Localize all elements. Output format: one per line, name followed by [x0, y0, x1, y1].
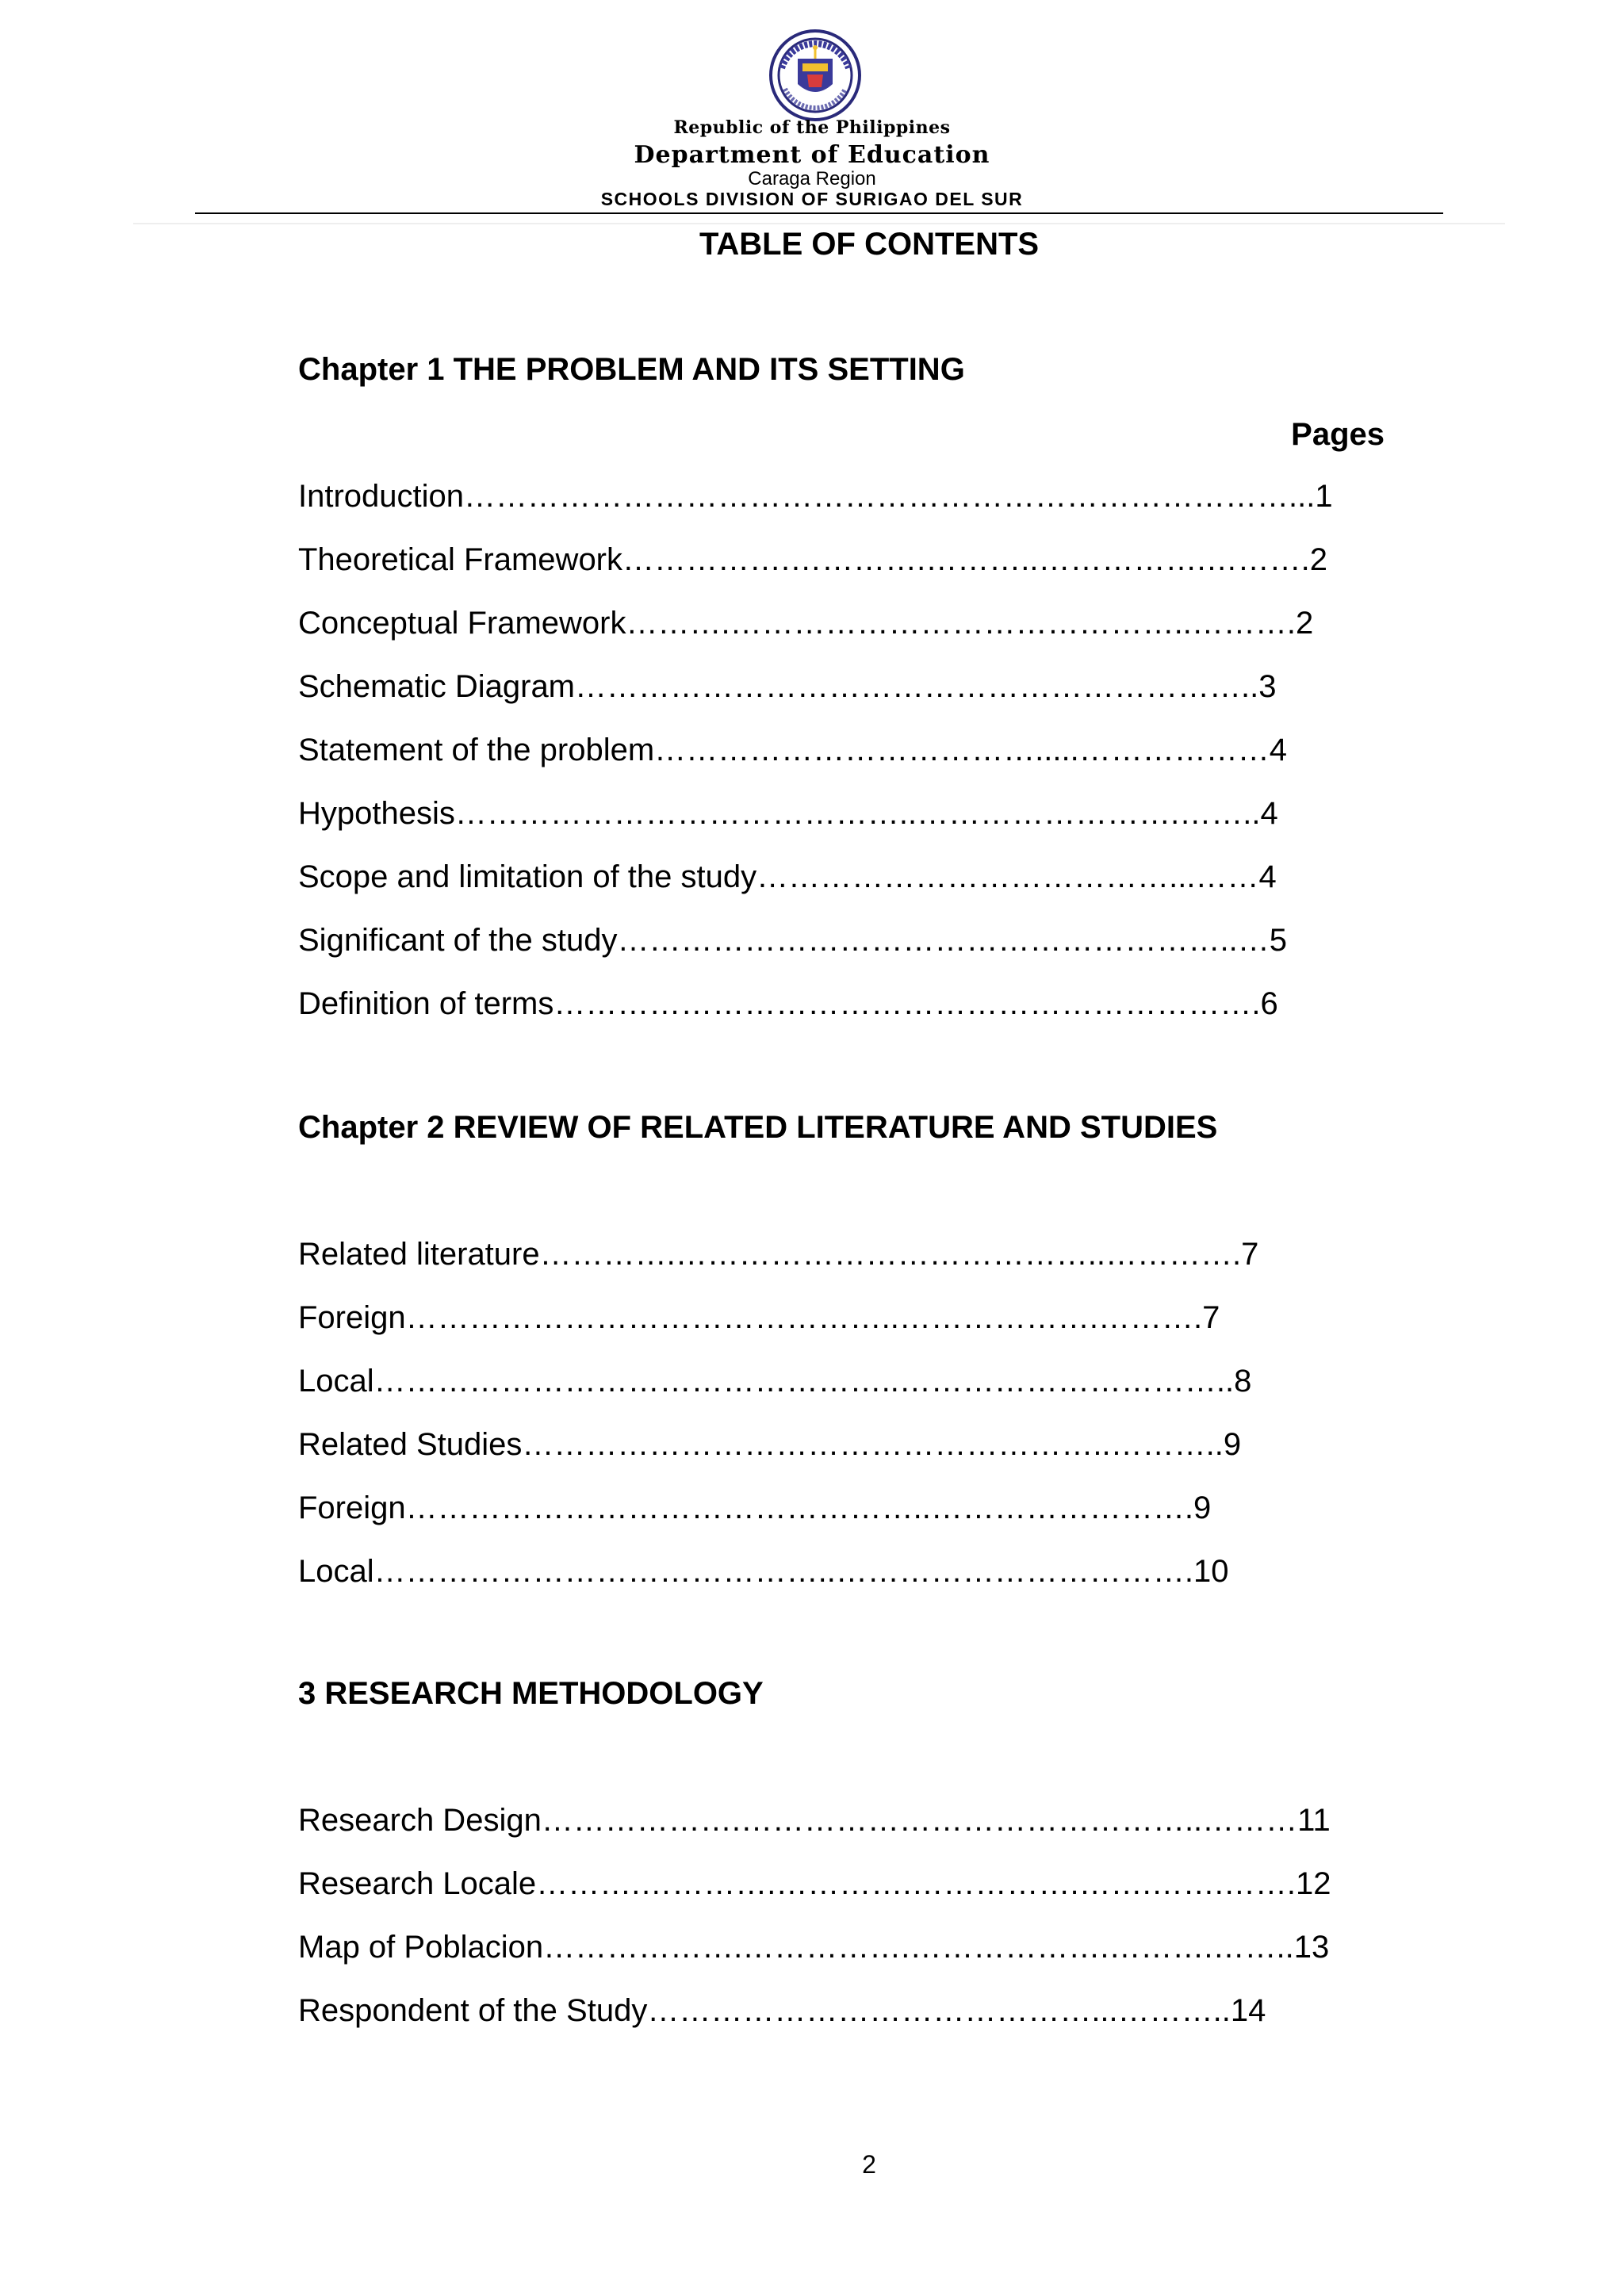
entry-label: Map of Poblacion — [298, 1930, 544, 1965]
page-title: TABLE OF CONTENTS — [699, 227, 1040, 262]
entry-leader: …………….………….………..…………….………. — [622, 542, 1310, 577]
entry-leader: ……………………………………………………….. — [575, 669, 1259, 704]
entry-page: 8 — [1234, 1364, 1252, 1399]
entry-label: Hypothesis — [298, 796, 455, 831]
deped-seal-logo — [744, 29, 887, 122]
entry-label: Research Locale — [298, 1866, 537, 1901]
entry-label: Foreign — [298, 1300, 406, 1335]
toc-entry — [298, 606, 1313, 641]
entry-leader: ………….…………………………………..…………. — [539, 1237, 1242, 1272]
pages-column-label: Pages — [1291, 417, 1385, 452]
toc-entry — [298, 1993, 1266, 2029]
entry-leader: …………………………………………..……………………. — [405, 1490, 1193, 1525]
toc-entry — [298, 796, 1278, 832]
entry-leader: ……….……………………………………..………. — [626, 606, 1296, 641]
toc-entry — [298, 1554, 1228, 1590]
entry-label: Respondent of the Study — [298, 1993, 648, 2028]
toc-entry — [298, 1803, 1331, 1839]
division-line: SCHOOLS DIVISION OF SURIGAO DEL SUR — [600, 189, 1024, 209]
region-line: Caraga Region — [748, 168, 876, 189]
toc-entry — [298, 1866, 1331, 1902]
entry-page: 14 — [1230, 1993, 1266, 2028]
entry-label: Scope and limitation of the study — [298, 859, 757, 894]
entry-leader: ……………………………………………………………………... — [464, 479, 1316, 514]
entry-page: 10 — [1193, 1554, 1229, 1589]
header-rule — [195, 212, 1443, 214]
entry-leader: ……………………………………..…………………….…….. — [454, 796, 1261, 831]
entry-leader: …………………………………………..………………………….. — [373, 1364, 1235, 1399]
entry-page: 3 — [1258, 669, 1277, 704]
entry-label: Foreign — [298, 1490, 406, 1525]
document-header — [0, 0, 1624, 230]
chapter-2-heading: Chapter 2 REVIEW OF RELATED LITERATURE AND STUDIES — [298, 1110, 1218, 1145]
toc-entry — [298, 1930, 1329, 1965]
entry-page: 13 — [1293, 1930, 1330, 1965]
entry-label: Introduction — [298, 479, 465, 514]
toc-entry — [298, 1364, 1251, 1399]
department-line: Department of Education — [634, 141, 990, 169]
toc-entry — [298, 1237, 1258, 1272]
entry-page: 4 — [1260, 796, 1278, 831]
entry-leader: ……………….……………………………………..……… — [541, 1803, 1298, 1838]
entry-label: Theoretical Framework — [298, 542, 623, 577]
entry-leader: …………………………………………………………. — [553, 986, 1261, 1021]
entry-label: Local — [298, 1364, 374, 1399]
entry-page: 7 — [1202, 1300, 1220, 1335]
entry-page: 4 — [1258, 859, 1277, 894]
entry-page: 1 — [1315, 479, 1333, 514]
toc-entry — [298, 923, 1287, 959]
page-number: 2 — [862, 2150, 876, 2179]
entry-label: Local — [298, 1554, 374, 1589]
entry-leader: ……………………………………...……….. — [647, 1993, 1231, 2028]
toc-entry — [298, 669, 1277, 705]
entry-label: Related literature — [298, 1237, 540, 1272]
entry-label: Conceptual Framework — [298, 606, 626, 641]
toc-entry — [298, 1427, 1241, 1463]
toc-entry — [298, 1300, 1220, 1336]
entry-label: Statement of the problem — [298, 733, 655, 767]
entry-page: 2 — [1309, 542, 1327, 577]
toc-entry — [298, 986, 1278, 1022]
entry-label: Schematic Diagram — [298, 669, 576, 704]
republic-line: Republic of the Philippines — [673, 117, 951, 138]
entry-label: Significant of the study — [298, 923, 618, 958]
entry-label: Research Design — [298, 1803, 542, 1838]
entry-leader: …………………………………...…… — [756, 859, 1259, 894]
toc-entry — [298, 479, 1333, 515]
entry-page: 9 — [1193, 1490, 1212, 1525]
entry-leader: ……………………………………..……………………………. — [373, 1554, 1193, 1589]
entry-leader: ………………………………………..……………….………. — [405, 1300, 1203, 1335]
entry-page: 7 — [1241, 1237, 1259, 1272]
chapter-1-heading: Chapter 1 THE PROBLEM AND ITS SETTING — [298, 352, 965, 387]
toc-entry — [298, 1490, 1211, 1526]
entry-page: 12 — [1295, 1866, 1331, 1901]
toc-entry — [298, 859, 1277, 895]
entry-label: Related Studies — [298, 1427, 523, 1462]
header-rule-faint — [133, 223, 1505, 224]
entry-page: 5 — [1269, 923, 1287, 958]
entry-leader: ……………….…………….……………….……….…….. — [543, 1930, 1294, 1965]
entry-page: 4 — [1269, 733, 1287, 767]
entry-leader: ………………………………………………..……….. — [522, 1427, 1224, 1462]
entry-page: 2 — [1295, 606, 1314, 641]
entry-leader: ……………………………….....……………… — [654, 733, 1270, 767]
toc-entry — [298, 542, 1327, 578]
entry-label: Definition of terms — [298, 986, 554, 1021]
toc-entry — [298, 733, 1287, 768]
entry-leader: …………………………………………………..… — [617, 923, 1270, 958]
entry-page: 9 — [1223, 1427, 1242, 1462]
entry-page: 6 — [1260, 986, 1278, 1021]
entry-leader: ……….………….………….…………….…….…….……. — [536, 1866, 1296, 1901]
chapter-3-heading: 3 RESEARCH METHODOLOGY — [298, 1676, 764, 1711]
entry-page: 11 — [1297, 1803, 1331, 1838]
